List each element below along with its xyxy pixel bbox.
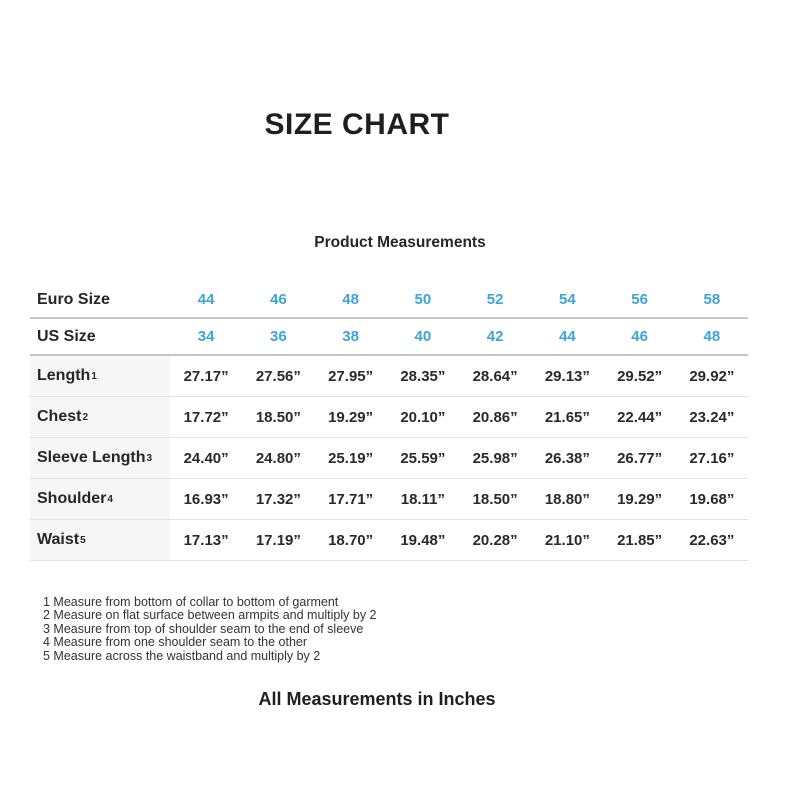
- shoulder-value: 19.68”: [689, 490, 735, 508]
- chest-value: 17.72”: [183, 408, 229, 426]
- sleeve-length-value: 25.59”: [400, 449, 446, 467]
- us-size-value: 44: [559, 328, 576, 345]
- us-size-value: 36: [270, 328, 287, 345]
- euro-size-value: 50: [414, 291, 432, 308]
- euro-size-value: 56: [631, 291, 648, 308]
- euro-size-value: 46: [270, 291, 287, 308]
- row-waist: [30, 520, 748, 561]
- sleeve-length-value: 26.77”: [617, 449, 663, 467]
- footnote-ref: 2: [82, 411, 89, 423]
- shoulder-value: 18.50”: [472, 490, 518, 508]
- table-caption: Product Measurements: [314, 234, 486, 251]
- sleeve-length-value: 25.19”: [328, 449, 374, 467]
- sleeve-length-value: 24.40”: [183, 449, 229, 467]
- row-length: [30, 356, 748, 397]
- shoulder-value: 19.29”: [617, 490, 663, 508]
- length-value: 27.56”: [255, 367, 301, 385]
- sleeve-length-value: 25.98”: [472, 449, 518, 467]
- shoulder-value: 16.93”: [183, 490, 229, 508]
- sleeve-length-value: 24.80”: [255, 449, 301, 467]
- row-us-size: [30, 319, 748, 356]
- us-size-value: 40: [414, 328, 432, 345]
- footnote-line: 5 Measure across the waistband and multiply by 2: [43, 648, 321, 663]
- footnote-ref: 4: [107, 493, 113, 505]
- waist-value: 21.85”: [617, 531, 663, 549]
- length-value: 28.64”: [472, 367, 518, 385]
- euro-size-value: 58: [703, 291, 721, 308]
- row-sleeve-length: [30, 438, 748, 479]
- chest-value: 20.86”: [472, 408, 518, 426]
- shoulder-value: 17.71”: [328, 490, 374, 508]
- footnote-ref: 5: [80, 534, 86, 546]
- row-label: Chest 2: [30, 397, 170, 437]
- row-label: Euro Size: [37, 290, 110, 308]
- shoulder-value: 18.80”: [544, 490, 590, 508]
- page-title: SIZE CHART: [264, 108, 450, 141]
- euro-size-value: 54: [559, 291, 576, 308]
- row-chest: [30, 397, 748, 438]
- us-size-value: 42: [486, 328, 504, 345]
- length-value: 29.13”: [544, 367, 590, 385]
- length-value: 29.52”: [617, 367, 663, 385]
- footnote-line: 1 Measure from bottom of collar to bottom of garment: [43, 595, 339, 609]
- waist-value: 21.10”: [544, 531, 590, 549]
- row-euro-size: [30, 282, 748, 319]
- row-shoulder: [30, 479, 748, 520]
- length-value: 27.95”: [328, 367, 374, 385]
- waist-value: 20.28”: [472, 531, 518, 549]
- euro-size-value: 52: [486, 291, 504, 308]
- footnote-line: 3 Measure from top of shoulder seam to the end of sleeve: [43, 621, 364, 636]
- footnote-line: 2 Measure on flat surface between armpits and multiply by 2: [43, 608, 377, 623]
- chest-value: 22.44”: [617, 408, 663, 426]
- shoulder-value: 18.11”: [400, 490, 445, 508]
- waist-value: 17.13”: [183, 531, 229, 549]
- chest-value: 19.29”: [328, 408, 374, 426]
- row-label: Shoulder 4: [30, 479, 170, 519]
- footnote-line: 4 Measure from one shoulder seam to the other: [43, 635, 308, 650]
- us-size-value: 38: [342, 328, 359, 345]
- row-label: Waist 5: [30, 520, 170, 560]
- length-value: 27.17”: [183, 367, 229, 385]
- waist-value: 19.48”: [400, 531, 446, 549]
- footnote-ref: 1: [91, 370, 97, 382]
- euro-size-value: 44: [197, 291, 215, 308]
- us-size-value: 46: [631, 328, 648, 345]
- us-size-value: 48: [703, 328, 721, 345]
- sleeve-length-value: 26.38”: [544, 449, 590, 467]
- waist-value: 18.70”: [328, 531, 374, 549]
- units-note: All Measurements in Inches: [258, 689, 496, 709]
- measurement-footnotes: [43, 596, 377, 663]
- length-value: 28.35”: [400, 367, 446, 385]
- chest-value: 18.50”: [255, 408, 301, 426]
- waist-value: 22.63”: [689, 531, 735, 549]
- us-size-value: 34: [197, 328, 215, 345]
- chest-value: 20.10”: [400, 408, 446, 426]
- chest-value: 21.65”: [544, 408, 590, 426]
- row-label: Length 1: [30, 356, 170, 396]
- sleeve-length-value: 27.16”: [689, 449, 735, 467]
- length-value: 29.92”: [689, 367, 735, 385]
- waist-value: 17.19”: [255, 531, 301, 549]
- chest-value: 23.24”: [689, 408, 735, 426]
- measurements-table: [30, 282, 748, 561]
- euro-size-value: 48: [342, 291, 359, 308]
- row-label: Sleeve Length 3: [30, 438, 170, 478]
- row-label: US Size: [37, 327, 96, 345]
- shoulder-value: 17.32”: [255, 490, 301, 508]
- footnote-ref: 3: [146, 452, 153, 464]
